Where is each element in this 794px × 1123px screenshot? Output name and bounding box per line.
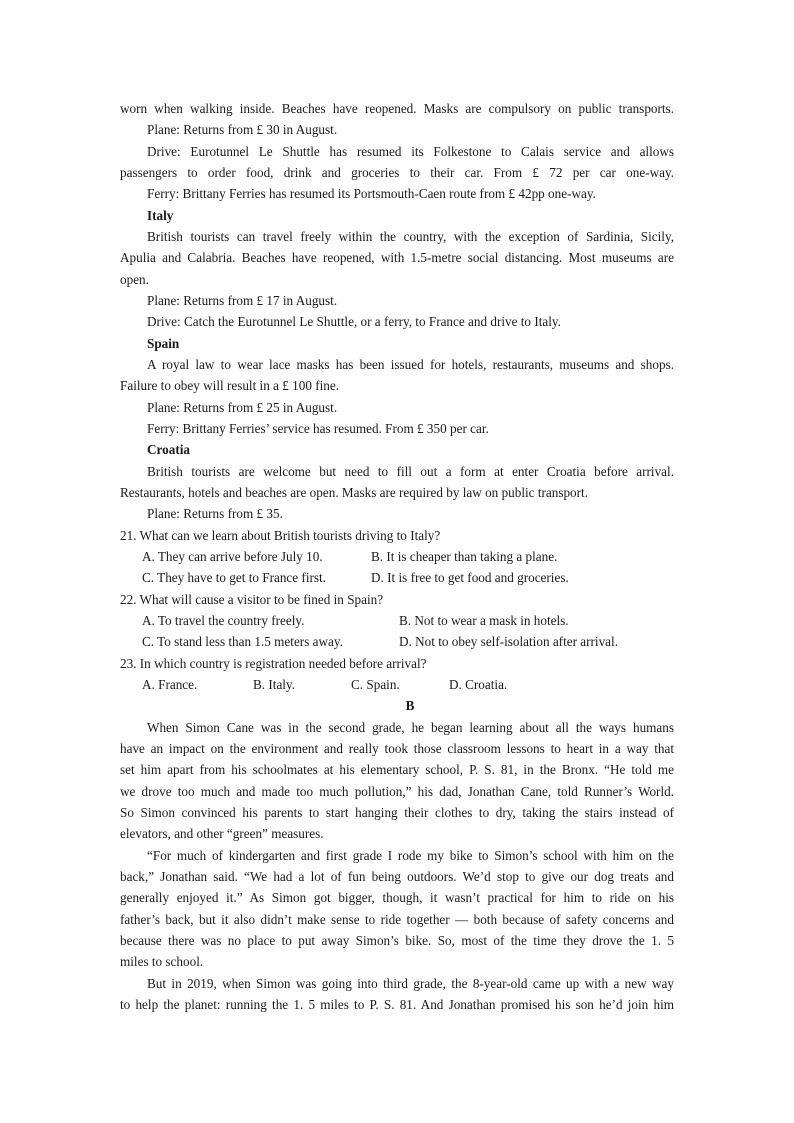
passage-a-line: Plane: Returns from £ 30 in August. <box>147 122 338 137</box>
passage-a-line: Restaurants, hotels and beaches are open. Masks are required by law on public transport. <box>120 485 589 500</box>
question-21-option-c: C. They have to get to France first. <box>142 570 326 585</box>
passage-b-line: So Simon convinced his parents to start hanging their clothes to dry, taking the stairs instead of <box>120 805 674 820</box>
passage-a-line: Plane: Returns from £ 17 in August. <box>147 293 338 308</box>
passage-b-line: because there was no place to put away Simon’s bike. So, most of the time they drove the 1. 5 <box>120 933 674 948</box>
question-22-stem: 22. What will cause a visitor to be fined in Spain? <box>120 592 384 607</box>
passage-b-line: set him apart from his schoolmates at his elementary school, P. S. 81, in the Bronx. “He told me <box>120 762 674 777</box>
passage-b-line: back,” Jonathan said. “We had a lot of fun being outdoors. We’d stop to give our dog treats and <box>120 869 674 884</box>
passage-a-line: British tourists can travel freely within the country, with the exception of Sardinia, Sicily, <box>147 229 674 244</box>
passage-a-line: Failure to obey will result in a £ 100 fine. <box>120 378 340 393</box>
passage-a-line: passengers to order food, drink and groceries to their car. From £ 72 per car one-way. <box>120 165 674 180</box>
question-23-option-d: D. Croatia. <box>449 677 508 692</box>
question-22-option-a: A. To travel the country freely. <box>142 613 305 628</box>
section-heading-croatia: Croatia <box>147 442 190 457</box>
passage-b-line: When Simon Cane was in the second grade, he began learning about all the ways humans <box>147 720 674 735</box>
question-23-option-b: B. Italy. <box>253 677 295 692</box>
passage-b-line: generally enjoyed it.” As Simon got bigger, though, it wasn’t practical for him to ride on his <box>120 890 674 905</box>
question-22-option-c: C. To stand less than 1.5 meters away. <box>142 634 343 649</box>
passage-a-line: Drive: Catch the Eurotunnel Le Shuttle, or a ferry, to France and drive to Italy. <box>147 314 561 329</box>
passage-b-line: we drove too much and made too much pollution,” his dad, Jonathan Cane, told Runner’s World. <box>120 784 674 799</box>
passage-a-line: open. <box>120 272 149 287</box>
section-heading-spain: Spain <box>147 336 180 351</box>
passage-a-line: Ferry: Brittany Ferries has resumed its Portsmouth-Caen route from £ 42pp one-way. <box>147 186 596 201</box>
question-21-option-a: A. They can arrive before July 10. <box>142 549 323 564</box>
question-23-stem: 23. In which country is registration needed before arrival? <box>120 656 427 671</box>
question-22-option-d: D. Not to obey self-isolation after arrival. <box>399 634 618 649</box>
question-23-option-c: C. Spain. <box>351 677 400 692</box>
passage-b-line: have an impact on the environment and really took those classroom lessons to heart in a way that <box>120 741 674 756</box>
passage-a-line: Plane: Returns from £ 35. <box>147 506 283 521</box>
section-heading-italy: Italy <box>147 208 174 223</box>
passage-b-line: miles to school. <box>120 954 204 969</box>
passage-b-line: father’s back, but it also didn’t make sense to ride together — both because of safety concerns and <box>120 912 674 927</box>
passage-a-line: Drive: Eurotunnel Le Shuttle has resumed its Folkestone to Calais service and allows <box>147 144 674 159</box>
passage-a-line: A royal law to wear lace masks has been issued for hotels, restaurants, museums and shops. <box>147 357 674 372</box>
passage-b-line: to help the planet: running the 1. 5 miles to P. S. 81. And Jonathan promised his son he’d join him <box>120 997 674 1012</box>
question-22-option-b: B. Not to wear a mask in hotels. <box>399 613 569 628</box>
question-23-option-a: A. France. <box>142 677 198 692</box>
passage-a-line: worn when walking inside. Beaches have reopened. Masks are compulsory on public transports. <box>120 101 674 116</box>
passage-b-line: But in 2019, when Simon was going into third grade, the 8-year-old came up with a new way <box>147 976 674 991</box>
section-heading-b: B <box>405 698 415 713</box>
question-21-stem: 21. What can we learn about British tourists driving to Italy? <box>120 528 441 543</box>
passage-a-line: Ferry: Brittany Ferries’ service has resumed. From £ 350 per car. <box>147 421 489 436</box>
question-21-option-b: B. It is cheaper than taking a plane. <box>371 549 558 564</box>
passage-a-line: British tourists are welcome but need to fill out a form at enter Croatia before arrival. <box>147 464 674 479</box>
passage-b-line: “For much of kindergarten and first grade I rode my bike to Simon’s school with him on the <box>147 848 674 863</box>
passage-a-line: Plane: Returns from £ 25 in August. <box>147 400 338 415</box>
question-21-option-d: D. It is free to get food and groceries. <box>371 570 569 585</box>
passage-b-line: elevators, and other “green” measures. <box>120 826 324 841</box>
passage-a-line: Apulia and Calabria. Beaches have reopened, with 1.5-metre social distancing. Most museums are <box>120 250 674 265</box>
